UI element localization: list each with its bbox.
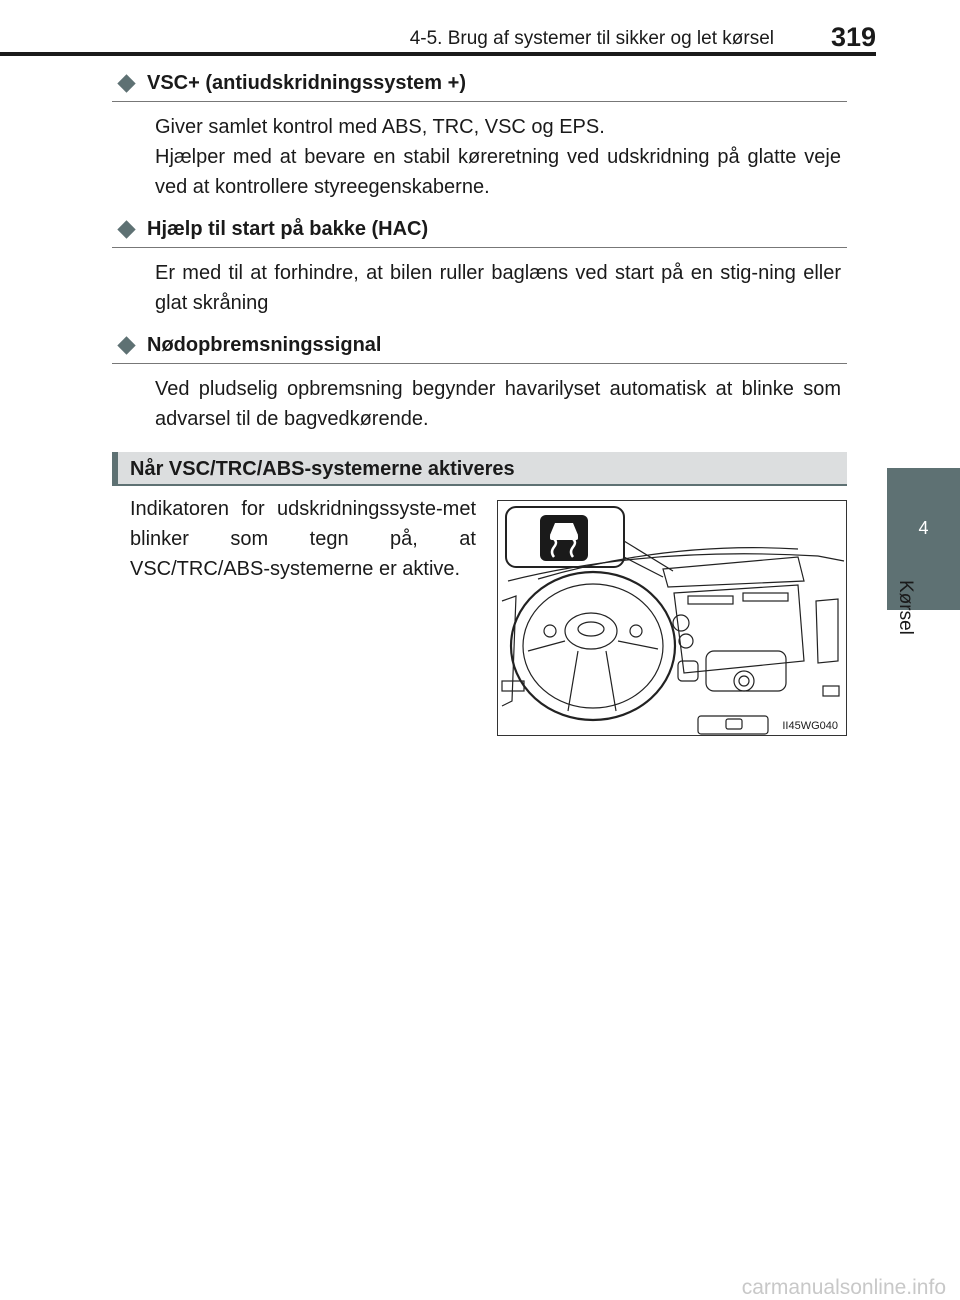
running-header: 4-5. Brug af systemer til sikker og let kørsel xyxy=(409,28,774,49)
steering-wheel xyxy=(511,572,675,720)
section-title: Hjælp til start på bakke (HAC) xyxy=(147,218,429,240)
paragraph: Er med til at forhindre, at bilen ruller baglæns ved start på en stig-ning eller glat skråning xyxy=(155,262,841,314)
slip-indicator-icon xyxy=(540,515,588,561)
indicator-description xyxy=(130,494,476,584)
paragraph: Hjælper med at bevare en stabil køreretning ved udskridning på glatte veje ved at kontrollere styreegenskaberne. xyxy=(155,146,841,198)
paragraph: Ved pludselig opbremsning begynder havarilyset automatisk at blinke som advarsel til de bagvedkørende. xyxy=(155,378,841,430)
dashboard-illustration xyxy=(498,501,846,735)
header-rule xyxy=(0,52,876,56)
chapter-label-box xyxy=(884,580,944,660)
section-heading xyxy=(112,334,847,364)
section-emergency-brake xyxy=(112,334,847,434)
chapter-number: 4 xyxy=(918,518,929,538)
instrument-display xyxy=(663,557,804,587)
subsection-banner: Når VSC/TRC/ABS-systemerne aktiveres xyxy=(112,452,847,486)
section-title: Nødopbremsningssignal xyxy=(147,334,382,356)
section-heading xyxy=(112,72,847,102)
section-hac xyxy=(112,218,847,318)
diamond-bullet-icon xyxy=(117,336,135,354)
chapter-label: Kørsel xyxy=(895,580,916,635)
section-title: VSC+ (antiudskridningssystem +) xyxy=(147,72,466,94)
watermark: carmanualsonline.info xyxy=(741,1276,946,1299)
figure-id: II45WG040 xyxy=(782,720,838,732)
paragraph: Indikatoren for udskridningssyste-met blinker som tegn på, at VSC/TRC/ABS-systemerne er aktive. xyxy=(130,498,476,580)
dashboard-figure xyxy=(497,500,847,736)
diamond-bullet-icon xyxy=(117,74,135,92)
page-number: 319 xyxy=(830,22,876,52)
paragraph: Giver samlet kontrol med ABS, TRC, VSC og EPS. xyxy=(155,116,605,138)
section-body xyxy=(155,102,841,202)
section-body xyxy=(155,248,841,318)
diamond-bullet-icon xyxy=(117,220,135,238)
section-vsc xyxy=(112,72,847,202)
section-body xyxy=(155,364,841,434)
section-heading xyxy=(112,218,847,248)
